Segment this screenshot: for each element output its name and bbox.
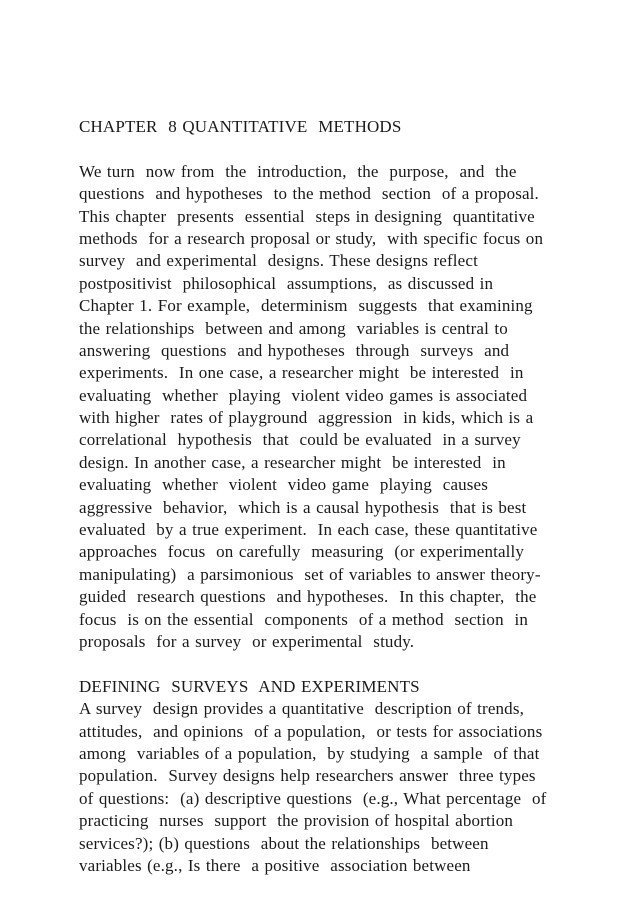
paragraph-line: We turn now from the introduction, the purpose, and the — [79, 161, 517, 181]
paragraph-line: Chapter 1. For example, determinism suggests that examining — [79, 296, 533, 316]
paragraph-line: focus is on the essential components of a method section in — [79, 609, 529, 629]
paragraph-line: practicing nurses support the provision of hospital abortion — [79, 811, 513, 831]
paragraph-line: evaluating whether violent video game playing causes — [79, 475, 489, 495]
paragraph-line: answering questions and hypotheses through surveys and — [79, 340, 510, 360]
paragraph-line: experiments. In one case, a researcher might be interested in — [79, 363, 524, 383]
survey-paragraph — [79, 698, 619, 877]
paragraph-line: of questions: (a) descriptive questions (e.g., What percentage of — [79, 788, 547, 808]
paragraph-line: evaluated by a true experiment. In each case, these quantitative — [79, 520, 538, 540]
paragraph-line: survey and experimental designs. These designs reflect — [79, 251, 478, 271]
document-body — [79, 116, 619, 877]
paragraph-line: the relationships between and among variables is central to — [79, 318, 508, 338]
paragraph-line: methods for a research proposal or study, with specific focus on — [79, 228, 544, 248]
paragraph-line: evaluating whether playing violent video games is associated — [79, 385, 528, 405]
paragraph-line: services?); (b) questions about the relationships between — [79, 833, 489, 853]
paragraph-line: guided research questions and hypotheses. In this chapter, the — [79, 587, 537, 607]
paragraph-line: correlational hypothesis that could be evaluated in a survey — [79, 430, 521, 450]
paragraph-line: proposals for a survey or experimental study. — [79, 631, 415, 651]
paragraph-line: approaches focus on carefully measuring (or experimentally — [79, 542, 525, 562]
paragraph-line: attitudes, and opinions of a population, or tests for associations — [79, 721, 543, 741]
paragraph-gap — [79, 653, 619, 675]
paragraph-line: with higher rates of playground aggression in kids, which is a — [79, 408, 534, 428]
paragraph-line: design. In another case, a researcher might be interested in — [79, 452, 506, 472]
paragraph-line: manipulating) a parsimonious set of variables to answer theory- — [79, 564, 541, 584]
paragraph-line: postpositivist philosophical assumptions, as discussed in — [79, 273, 494, 293]
paragraph-line: This chapter presents essential steps in designing quantitative — [79, 206, 535, 226]
intro-paragraph — [79, 161, 619, 654]
paragraph-line: A survey design provides a quantitative description of trends, — [79, 699, 524, 719]
paragraph-line: among variables of a population, by studying a sample of that — [79, 743, 540, 763]
section-heading: DEFINING SURVEYS AND EXPERIMENTS — [79, 676, 420, 696]
paragraph-line: questions and hypotheses to the method section of a proposal. — [79, 184, 539, 204]
paragraph-gap — [79, 138, 619, 160]
chapter-title: CHAPTER 8 QUANTITATIVE METHODS — [79, 117, 402, 136]
paragraph-line: population. Survey designs help researchers answer three types — [79, 766, 536, 786]
paragraph-line: aggressive behavior, which is a causal hypothesis that is best — [79, 497, 527, 517]
paragraph-line: variables (e.g., Is there a positive association between — [79, 855, 471, 875]
